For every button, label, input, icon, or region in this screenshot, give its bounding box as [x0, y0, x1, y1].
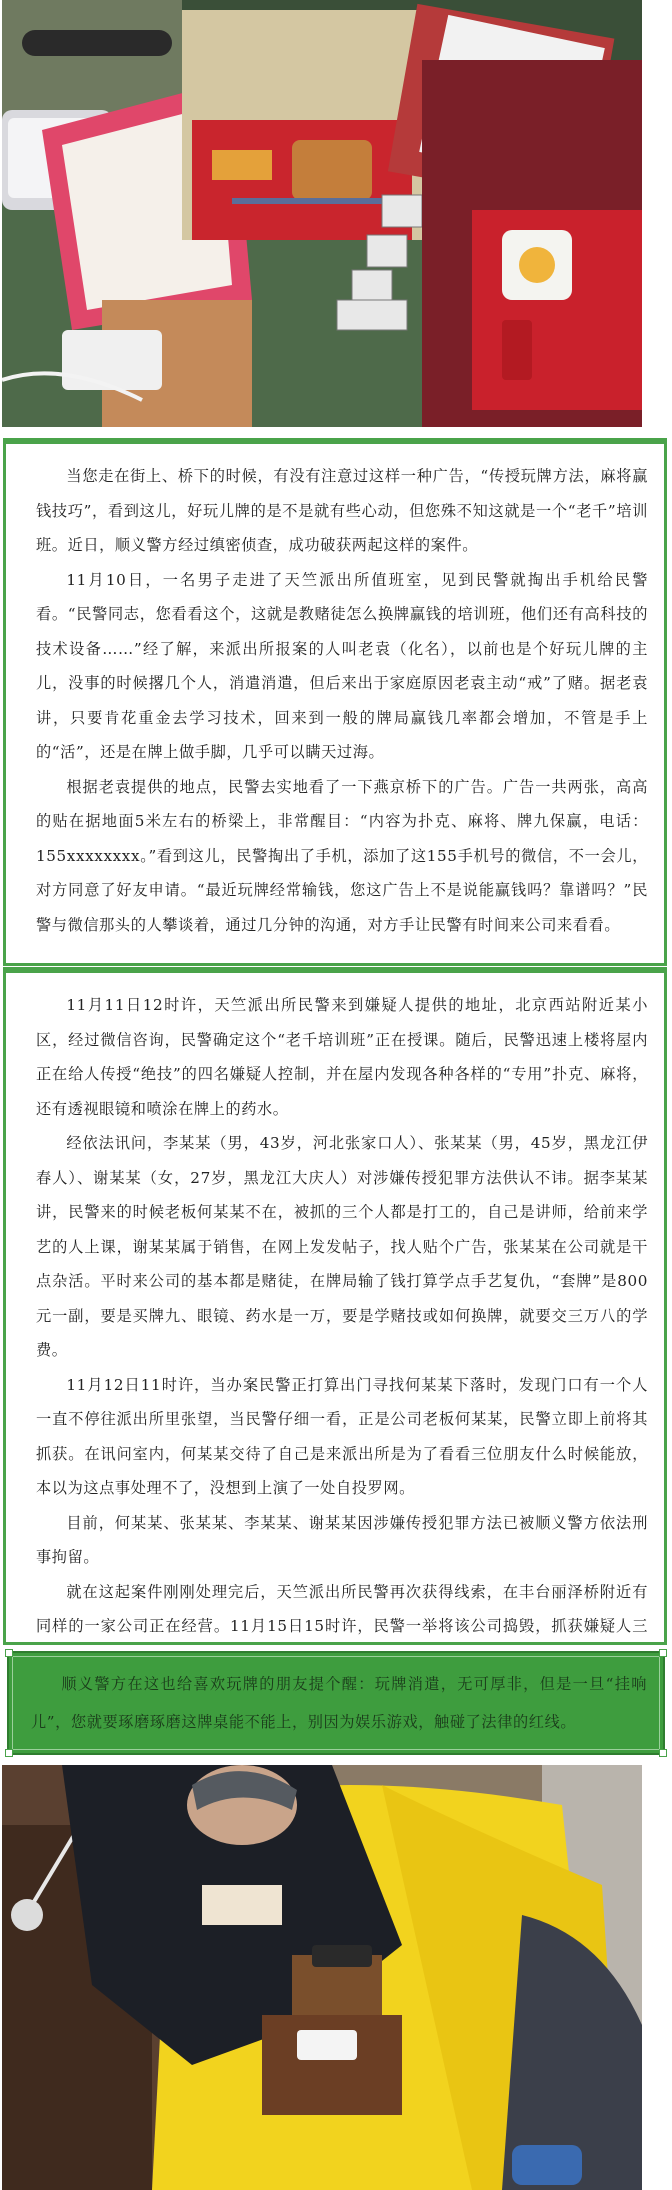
police-reminder-box	[7, 1651, 665, 1755]
reminder-text: 顺义警方在这也给喜欢玩牌的朋友提个醒：玩牌消遣，无可厚非，但是一旦“挂响儿”，您就要琢磨琢磨这牌桌能不能上，别因为娱乐游戏，触碰了法律的红线。	[31, 1675, 647, 1731]
paragraph: 11月10日，一名男子走进了天竺派出所值班室，见到民警就掏出手机给民警看。“民警同志，您看看这个，这就是教赌徒怎么换牌赢钱的培训班，他们还有高科技的技术设备……”经了解，来派出所报案的人叫老袁（化名），以前也是个好玩儿牌的主儿，没事的时候撂几个人，消遣消遣，但后来出于家庭原因老袁主动“戒”了赌。据老袁讲，只要肯花重金去学习技术，回来到一般的牌局赢钱几率都会增加，不管是手上的“活”，还是在牌上做手脚，几乎可以瞒天过海。	[36, 570, 648, 761]
paragraph: 目前，何某某、张某某、李某某、谢某某因涉嫌传授犯罪方法已被顺义警方依法刑事拘留。	[36, 1513, 648, 1566]
evidence-photo-bottom	[2, 1765, 642, 2190]
paragraph: 11月11日12时许，天竺派出所民警来到嫌疑人提供的地址，北京西站附近某小区，经过微信咨询，民警确定这个“老千培训班”正在授课。随后，民警迅速上楼将屋内正在给人传授“绝技”的四名嫌疑人控制，并在屋内发现各种各样的“专用”扑克、麻将，还有透视眼镜和喷涂在牌上的药水。	[36, 996, 648, 1118]
corner-handle	[659, 1749, 667, 1757]
evidence-photo-top	[2, 0, 642, 427]
paragraph: 根据老袁提供的地点，民警去实地看了一下燕京桥下的广告。广告一共两张，高高的贴在据地面5米左右的桥梁上，非常醒目：“内容为扑克、麻将、牌九保赢，电话：155xxxxxxxx。”看到这儿，民警掏出了手机，添加了这155手机号的微信，不一会儿，对方同意了好友申请。“最近玩牌经常输钱，您这广告上不是说能赢钱吗？靠谱吗？”民警与微信那头的人攀谈着，通过几分钟的沟通，对方手让民警有时间来公司来看看。	[36, 777, 648, 934]
evidence-photo-top-graphic	[2, 0, 642, 427]
article-box-1	[3, 438, 667, 966]
paragraph: 就在这起案件刚刚处理完后，天竺派出所民警再次获得线索，在丰台丽泽桥附近有同样的一家公司正在经营。11月15日15时许，民警一举将该公司捣毁，抓获嫌疑人三	[36, 1582, 648, 1635]
corner-handle	[659, 1649, 667, 1657]
paragraph: 经依法讯问，李某某（男，43岁，河北张家口人）、张某某（男，45岁，黑龙江伊春人）、谢某某（女，27岁，黑龙江大庆人）对涉嫌传授犯罪方法供认不讳。据李某某讲，民警来的时候老板何某某不在，被抓的三个人都是打工的，自己是讲师，给前来学艺的人上课，谢某某属于销售，在网上发发帖子，找人贴个广告，张某某在公司就是干点杂活。平时来公司的基本都是赌徒，在牌局输了钱打算学点手艺复仇，“套牌”是800元一副，要是买牌九、眼镜、药水是一万，要是学赌技或如何换牌，就要交三万八的学费。	[36, 1134, 648, 1359]
evidence-photo-bottom-graphic	[2, 1765, 642, 2190]
article-box-2	[3, 967, 667, 1645]
corner-handle	[5, 1749, 13, 1757]
paragraph: 当您走在街上、桥下的时候，有没有注意过这样一种广告，“传授玩牌方法，麻将赢钱技巧”，看到这儿，好玩儿牌的是不是就有些心动，但您殊不知这就是一个“老千”培训班。近日，顺义警方经过缜密侦查，成功破获两起这样的案件。	[36, 467, 648, 554]
paragraph: 11月12日11时许，当办案民警正打算出门寻找何某某下落时，发现门口有一个人一直不停往派出所里张望，当民警仔细一看，正是公司老板何某某，民警立即上前将其抓获。在讯问室内，何某某交待了自己是来派出所是为了看看三位朋友什么时候能放，本以为这点事处理不了，没想到上演了一处自投罗网。	[36, 1375, 648, 1497]
corner-handle	[5, 1649, 13, 1657]
